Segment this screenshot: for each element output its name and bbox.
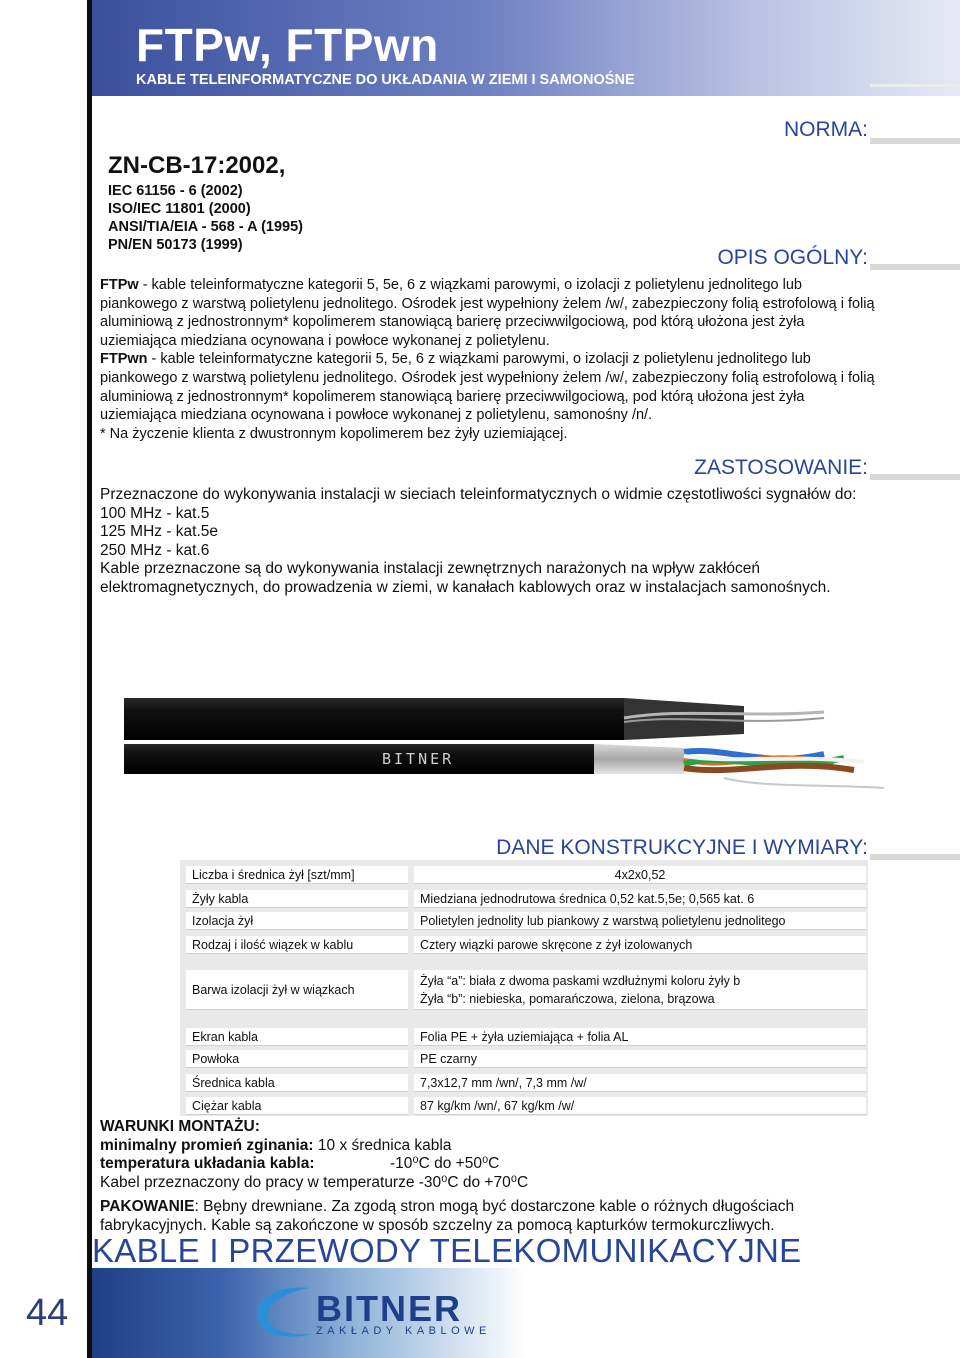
spec-label: Izolacja żył — [186, 912, 408, 930]
spec-label: Barwa izolacji żył w wiązkach — [186, 970, 408, 1010]
opis-ftpw-lead: FTPw — [100, 277, 139, 293]
spec-value-multiline — [414, 970, 866, 1010]
footer-title: KABLE I PRZEWODY TELEKOMUNIKACYJNE — [92, 1232, 802, 1269]
norma-item: IEC 61156 - 6 (2002) — [108, 183, 243, 199]
dane-heading: DANE KONSTRUKCYJNE I WYMIARY: — [496, 836, 868, 859]
zastosowanie-line: Przeznaczone do wykonywania instalacji w sieciach teleinformatycznych o widmie częstotliwości sygnałów do: — [100, 486, 857, 503]
spec-label: Ciężar kabla — [186, 1097, 408, 1115]
zastosowanie-divider — [870, 474, 960, 480]
opis-ftpwn-text: - kable teleinformatyczne kategorii 5, 5e, 6 z wiązkami parowymi, o izolacji z polietylenu jednolitego lub piankowego z warstwą polietylenu jednolitego. Ośrodek jest wypełniony żelem /w/, zabezpieczony folią estrofolową i folią aluminiową z jednostronnym* kopolimerem stanowiącą barierę przeciwwilgociową, pod którą ułożona jest żyła uziemiająca miedziana ocynowana i powłoce wykonanej z polietylenu, samonośny /n/. — [100, 351, 875, 424]
zastosowanie-heading: ZASTOSOWANIE: — [694, 456, 868, 479]
top-divider — [870, 84, 960, 87]
spec-value: Folia PE + żyła uziemiająca + folia AL — [414, 1028, 866, 1046]
opis-ftpwn-lead: FTPwn — [100, 351, 148, 368]
cable-foil — [594, 744, 684, 774]
norma-item: PN/EN 50173 (1999) — [108, 237, 243, 253]
warunki-promien-value: 10 x średnica kabla — [313, 1136, 452, 1154]
bitner-logo-subtitle: ZAKŁADY KABLOWE — [316, 1325, 491, 1337]
norma-divider — [870, 138, 960, 144]
cable-main-jacket — [124, 744, 594, 774]
page-number: 44 — [26, 1292, 69, 1334]
warunki-heading: WARUNKI MONTAŻU: — [100, 1118, 260, 1135]
pakowanie-text: : Bębny drewniane. Za zgodą stron mogą być dostarczone kable o różnych długościach fabrykacyjnych. Kable są zakończone w sposób szczelny za pomocą kapturków termokurczliwych. — [100, 1198, 795, 1234]
warunki-promien-label: minimalny promień zginania: — [100, 1136, 314, 1154]
pakowanie-section — [100, 1198, 880, 1235]
zastosowanie-line: 100 MHz - kat.5 — [100, 504, 210, 522]
warunki-section — [100, 1118, 880, 1192]
norma-item: ANSI/TIA/EIA - 568 - A (1995) — [108, 219, 303, 235]
opis-body — [100, 276, 880, 443]
bitner-swoosh-icon — [250, 1280, 320, 1344]
spec-label: Ekran kabla — [186, 1028, 408, 1046]
opis-divider — [870, 264, 960, 270]
spec-value: Miedziana jednodrutowa średnica 0,52 kat.5,5e; 0,565 kat. 6 — [414, 890, 866, 908]
spec-value: Polietylen jednolity lub piankowy z warstwą polietylenu jednolitego — [414, 912, 866, 930]
footer-band — [92, 1268, 960, 1358]
spec-value: Cztery wiązki parowe skręcone z żył izolowanych — [414, 936, 866, 954]
norma-heading: NORMA: — [784, 118, 868, 141]
opis-note: * Na życzenie klienta z dwustronnym kopolimerem bez żyły uziemiającej. — [100, 425, 568, 442]
page-title: FTPw, FTPwn — [136, 19, 439, 71]
warunki-promien — [100, 1137, 880, 1156]
spec-label: Rodzaj i ilość wiązek w kablu — [186, 936, 408, 954]
spec-value: 4x2x0,52 — [414, 866, 866, 884]
spec-label: Żyły kabla — [186, 890, 408, 908]
spec-label: Liczba i średnica żył [szt/mm] — [186, 866, 408, 884]
zastosowanie-line: 250 MHz - kat.6 — [100, 541, 210, 559]
left-vertical-bar — [87, 0, 92, 1358]
spec-label: Powłoka — [186, 1050, 408, 1068]
norma-item: ISO/IEC 11801 (2000) — [108, 201, 251, 217]
spec-value-line: Żyła “a”: biała z dwoma paskami wzdłużnymi koloru żyły b — [420, 974, 741, 988]
dane-divider — [870, 854, 960, 860]
spec-value-line: Żyła “b”: niebieska, pomarańczowa, zielona, brązowa — [420, 992, 715, 1006]
norma-main: ZN-CB-17:2002, — [108, 152, 286, 179]
warunki-praca: Kabel przeznaczony do pracy w temperaturze -30⁰C do +70⁰C — [100, 1173, 529, 1191]
warunki-temp-label: temperatura układania kabla: — [100, 1155, 315, 1173]
zastosowanie-body — [100, 486, 880, 598]
warunki-temp-value: -10⁰C do +50⁰C — [390, 1155, 500, 1173]
cable-messenger-jacket — [124, 698, 624, 740]
spec-value: PE czarny — [414, 1050, 866, 1068]
spec-label: Średnica kabla — [186, 1074, 408, 1092]
zastosowanie-line: Kable przeznaczone są do wykonywania instalacji zewnętrznych narażonych na wpływ zakłóceń elektromagnetycznych, do prowadzenia w ziemi, w kanałach kablowych oraz w instalacjach samonośnych. — [100, 560, 831, 596]
opis-ftpw-text: - kable teleinformatyczne kategorii 5, 5e, 6 z wiązkami parowymi, o izolacji z polietylenu jednolitego lub piankowego z warstwą polietylenu jednolitego. Ośrodek jest wypełniony żelem /w/, zabezpieczony folią estrofolową i folią aluminiową z jednostronnym* kopolimerem stanowiącą barierę przeciwwilgociową, pod którą ułożona jest żyła uziemiająca miedziana ocynowana i powłoce wykonanej z polietylenu. — [100, 277, 875, 349]
opis-paragraph-ftpw — [100, 276, 880, 350]
opis-heading: OPIS OGÓLNY: — [717, 246, 868, 269]
norma-list — [108, 182, 303, 254]
spec-value: 87 kg/km /wn/, 67 kg/km /w/ — [414, 1097, 866, 1115]
warunki-temp — [100, 1155, 880, 1174]
cable-photo — [124, 688, 884, 808]
bitner-logo: BITNER — [316, 1288, 462, 1329]
spec-value: 7,3x12,7 mm /wn/, 7,3 mm /w/ — [414, 1074, 866, 1092]
opis-paragraph-ftpwn — [100, 350, 880, 424]
cable-print-text: BITNER — [382, 750, 455, 768]
zastosowanie-line: 125 MHz - kat.5e — [100, 523, 219, 541]
pakowanie-label: PAKOWANIE — [100, 1198, 195, 1215]
page-subtitle: KABLE TELEINFORMATYCZNE DO UKŁADANIA W ZIEMI I SAMONOŚNE — [136, 72, 635, 88]
